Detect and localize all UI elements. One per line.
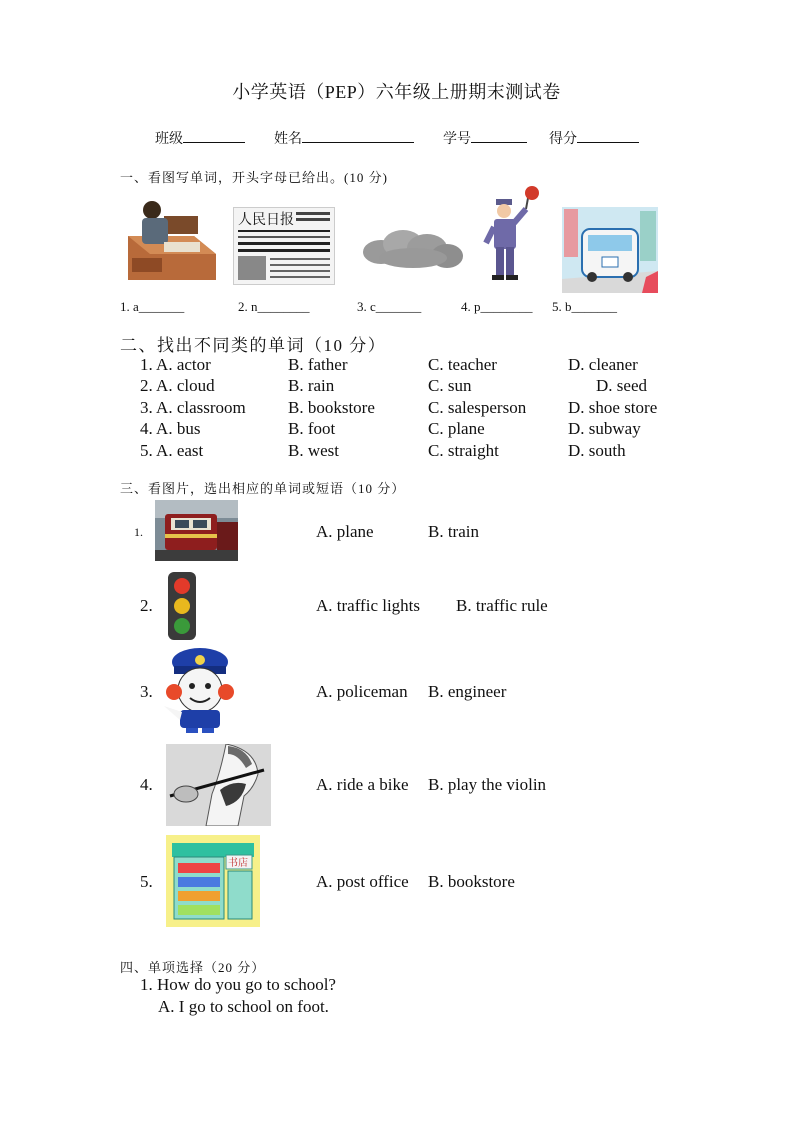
newspaper-picture — [233, 207, 335, 285]
s2-row2-a: 2. A. cloud — [140, 376, 215, 395]
s2-row4-a: 4. A. bus — [140, 419, 201, 438]
s2-row5-b: B. west — [288, 441, 339, 460]
id-label: 学号 — [443, 132, 471, 147]
s2-row4-b: B. foot — [288, 419, 336, 438]
bus-picture — [562, 207, 658, 293]
id-field — [443, 128, 527, 148]
s2-row1-c: C. teacher — [428, 355, 497, 374]
s3-opt-5a[interactable]: A. post office — [316, 872, 409, 891]
name-field — [274, 128, 414, 148]
policeman-picture — [160, 646, 238, 734]
police-picture — [482, 183, 544, 283]
s2-row4-c: C. plane — [428, 419, 485, 438]
s3-num-4: 4. — [140, 775, 153, 794]
score-field — [549, 128, 639, 148]
page-title: 小学英语（PEP）六年级上册期末测试卷 — [232, 82, 561, 102]
section1-heading: 一、看图写单词，开头字母已给出。(10 分) — [120, 170, 388, 185]
s2-row3-d: D. shoe store — [568, 398, 658, 417]
s3-opt-2a[interactable]: A. traffic lights — [316, 596, 421, 615]
s3-opt-2b[interactable]: B. traffic rule — [456, 596, 548, 615]
name-label: 姓名 — [274, 132, 302, 147]
s3-opt-1b[interactable]: B. train — [428, 522, 479, 541]
s3-opt-4a[interactable]: A. ride a bike — [316, 775, 409, 794]
s2-row3-c: C. salesperson — [428, 398, 527, 417]
train-picture — [155, 500, 238, 561]
actor-picture — [124, 196, 220, 282]
s2-row3-b: B. bookstore — [288, 398, 375, 417]
s1-item-5[interactable]: 5. b_______ — [552, 299, 617, 314]
s1-item-1[interactable]: 1. a_______ — [120, 299, 185, 314]
score-blank[interactable] — [577, 128, 639, 143]
cloud-picture — [361, 226, 465, 272]
traffic-light-picture — [166, 572, 198, 640]
s3-num-5: 5. — [140, 872, 153, 891]
s2-row3-a: 3. A. classroom — [140, 398, 246, 417]
section4-heading: 四、单项选择（20 分） — [120, 960, 266, 975]
class-label: 班级 — [155, 132, 183, 147]
shop-sign: 书店 — [228, 858, 248, 869]
s2-row1-b: B. father — [288, 355, 348, 374]
score-label: 得分 — [549, 132, 577, 147]
section3-heading: 三、看图片，选出相应的单词或短语（10 分） — [120, 481, 406, 496]
class-blank[interactable] — [183, 128, 245, 143]
s2-row2-c: C. sun — [428, 376, 472, 395]
s3-opt-3a[interactable]: A. policeman — [316, 682, 408, 701]
s2-row5-a: 5. A. east — [140, 441, 204, 460]
s3-opt-3b[interactable]: B. engineer — [428, 682, 507, 701]
s3-num-1: 1. — [134, 525, 143, 539]
s3-opt-4b[interactable]: B. play the violin — [428, 775, 547, 794]
section2-heading: 二、找出不同类的单词（10 分） — [120, 336, 387, 355]
id-blank[interactable] — [471, 128, 527, 143]
violin-picture — [166, 744, 271, 826]
s2-row4-d: D. subway — [568, 419, 641, 438]
s2-row2-d: D. seed — [596, 376, 647, 395]
s3-opt-5b[interactable]: B. bookstore — [428, 872, 515, 891]
s2-row1-d: D. cleaner — [568, 355, 638, 374]
newspaper-masthead: 人民日报 — [238, 212, 294, 228]
s1-item-3[interactable]: 3. c_______ — [357, 299, 422, 314]
s3-opt-1a[interactable]: A. plane — [316, 522, 374, 541]
s2-row5-c: C. straight — [428, 441, 499, 460]
s3-num-3: 3. — [140, 682, 153, 701]
bookstore-picture — [166, 835, 260, 927]
s2-row5-d: D. south — [568, 441, 626, 460]
s2-row1-a: 1. A. actor — [140, 355, 211, 374]
class-field — [155, 128, 245, 148]
s2-row2-b: B. rain — [288, 376, 335, 395]
name-blank[interactable] — [302, 128, 414, 143]
s1-item-2[interactable]: 2. n________ — [238, 299, 310, 314]
s1-item-4[interactable]: 4. p________ — [461, 299, 533, 314]
s3-num-2: 2. — [140, 596, 153, 615]
s4-question-1-option-a[interactable]: A. I go to school on foot. — [158, 997, 329, 1016]
s4-question-1: 1. How do you go to school? — [140, 975, 336, 994]
